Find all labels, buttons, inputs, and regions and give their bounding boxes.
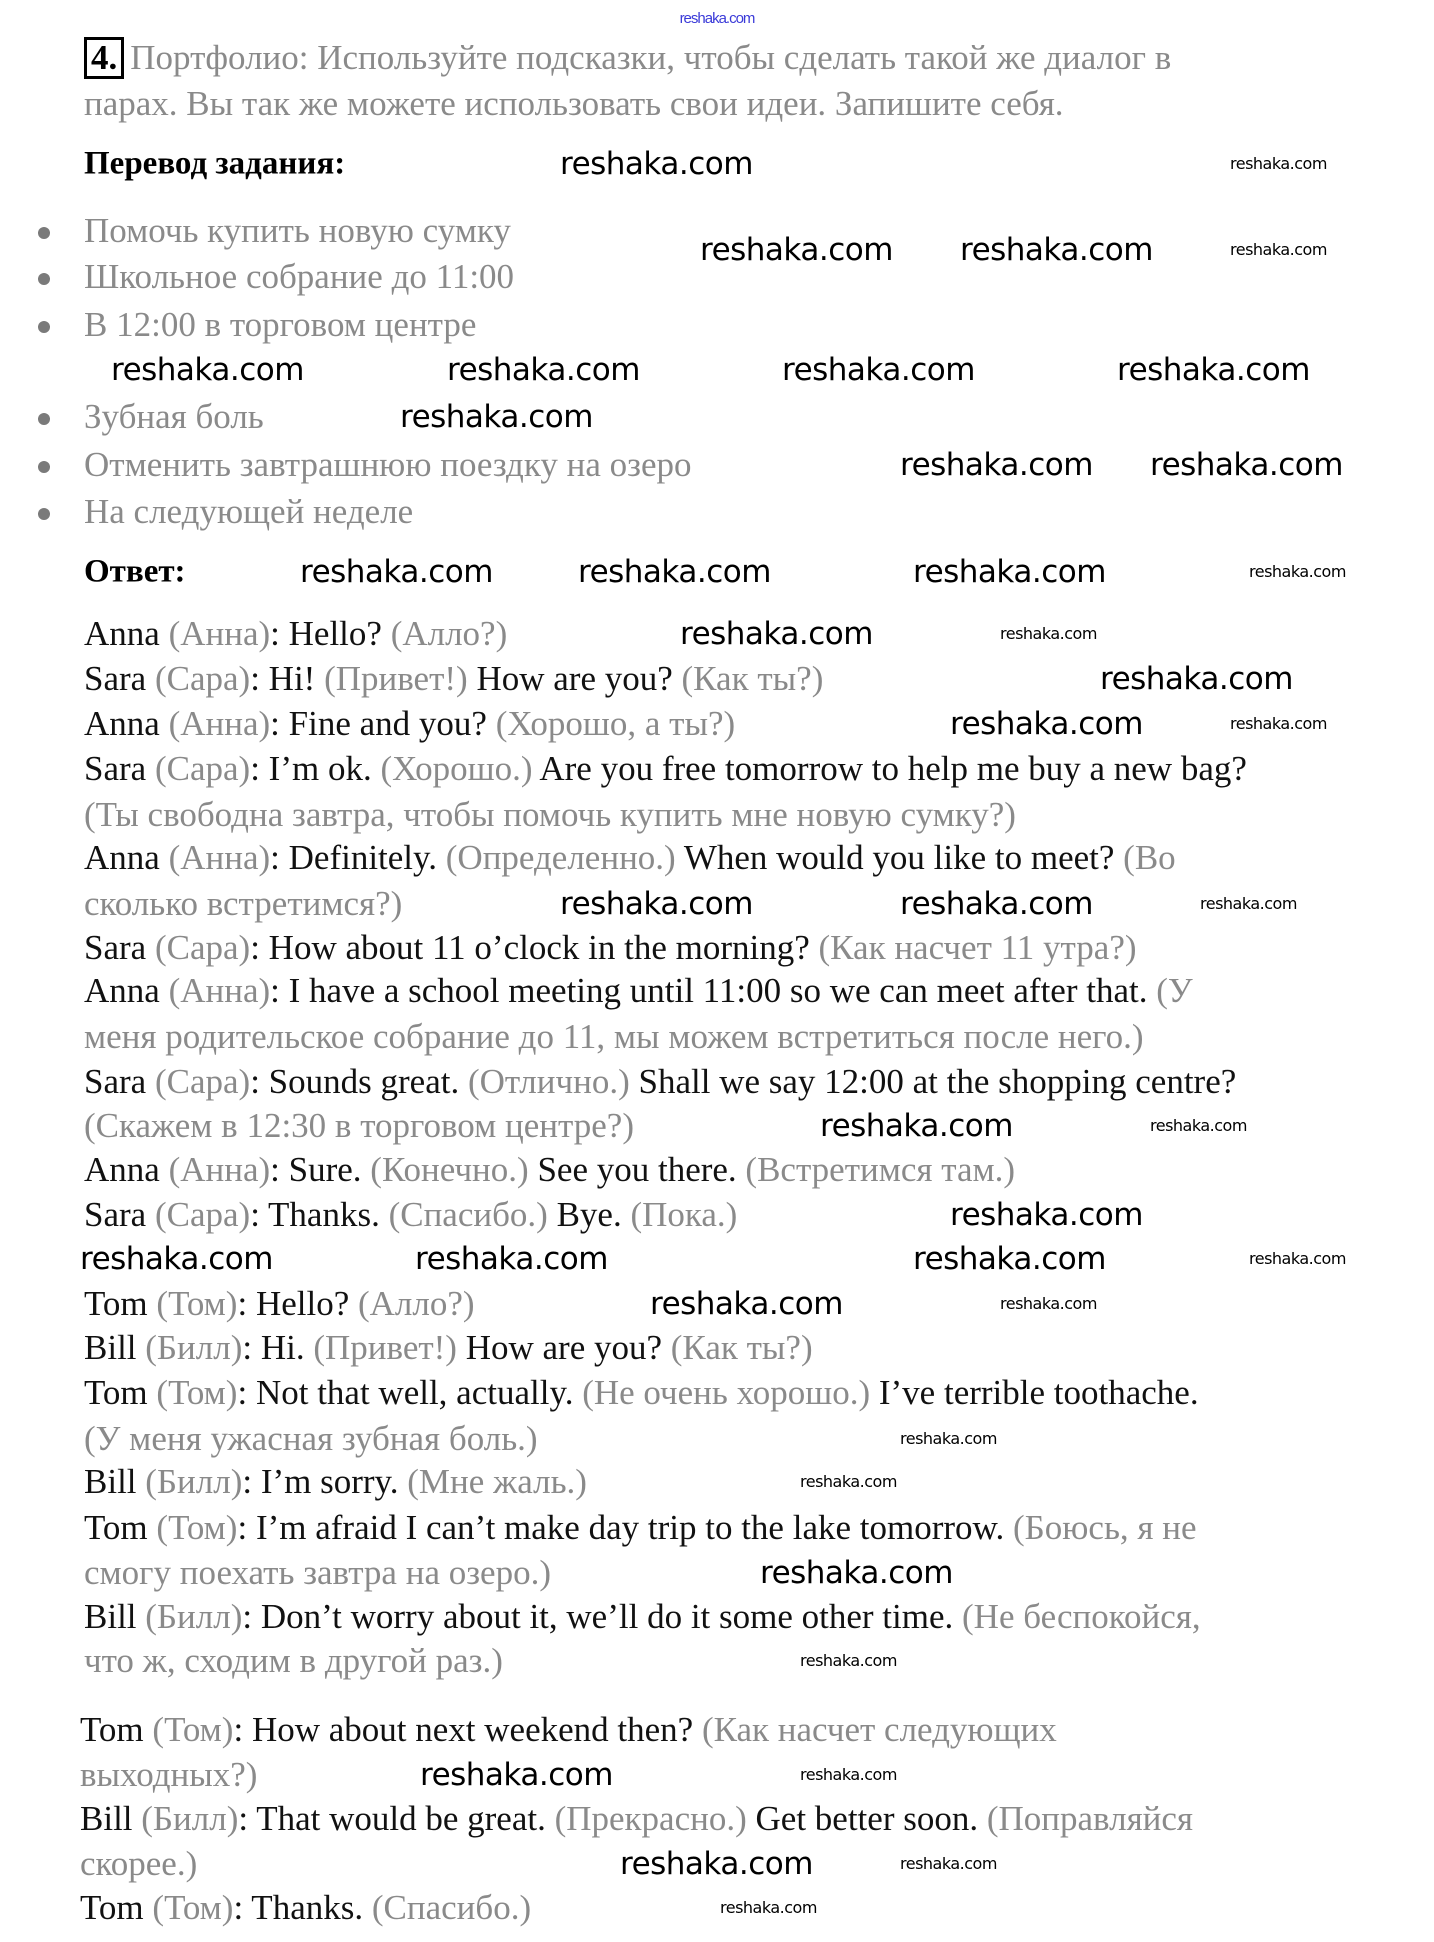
watermark: reshaka.com (782, 351, 975, 388)
russian-translation: (Прекрасно.) (554, 1799, 747, 1838)
english-text: : That would be great. (238, 1799, 555, 1838)
russian-translation: (Не очень хорошо.) (582, 1373, 871, 1412)
english-text: : Definitely. (270, 838, 446, 877)
russian-translation: (Анна) (159, 838, 271, 877)
hint-item: Отменить завтрашнюю поездку на озеро (84, 445, 692, 484)
english-text: Tom (84, 1284, 148, 1323)
task-line-2: парах. Вы так же можете использовать свои идеи. Запишите себя. (84, 84, 1064, 123)
english-text: : Hi! (250, 659, 325, 698)
russian-translation: (Анна) (159, 614, 271, 653)
watermark: reshaka.com (1230, 154, 1327, 174)
english-text: Anna (84, 614, 160, 653)
english-text: : Sure. (270, 1150, 371, 1189)
russian-translation: (Сара) (146, 928, 251, 967)
hint-item: В 12:00 в торговом центре (84, 305, 477, 344)
russian-translation: (Спасибо.) (371, 1888, 532, 1927)
russian-translation: (Хорошо, а ты?) (495, 704, 736, 743)
english-text: : Hello? (237, 1284, 358, 1323)
dialogue-line (80, 1888, 531, 1928)
english-text: Sara (84, 749, 147, 788)
russian-translation: (Том) (143, 1888, 234, 1927)
watermark: reshaka.com (1000, 1294, 1097, 1314)
english-text: Anna (84, 1150, 160, 1189)
english-text: Tom (84, 1373, 148, 1412)
english-text: : Don’t worry about it, we’ll do it some other time. (242, 1597, 963, 1636)
watermark: reshaka.com (900, 885, 1093, 922)
dialogue-line (84, 1508, 1197, 1548)
dialogue-line (84, 1462, 587, 1502)
english-text: Bill (84, 1328, 137, 1367)
watermark: reshaka.com (820, 1107, 1013, 1144)
english-text: : I’m sorry. (242, 1462, 408, 1501)
english-text: Bye. (547, 1195, 631, 1234)
bullet-icon (38, 461, 50, 473)
watermark: reshaka.com (900, 446, 1093, 483)
dialogue-line (84, 1553, 551, 1593)
english-text: How are you? (467, 659, 682, 698)
russian-translation: (Том) (143, 1710, 234, 1749)
english-text: : Thanks. (233, 1888, 372, 1927)
watermark: reshaka.com (1249, 562, 1346, 582)
english-text: : I have a school meeting until 11:00 so we can meet after that. (270, 971, 1157, 1010)
english-text: Bill (84, 1597, 137, 1636)
dialogue-line (84, 704, 735, 744)
russian-translation: (Не беспокойся, (962, 1597, 1201, 1636)
dialogue-line (80, 1710, 1057, 1750)
watermark: reshaka.com (800, 1765, 897, 1785)
english-text: Tom (84, 1508, 148, 1547)
watermark: reshaka.com (1117, 351, 1310, 388)
russian-translation: (Анна) (159, 704, 271, 743)
watermark: reshaka.com (300, 553, 493, 590)
english-text: : Thanks. (250, 1195, 389, 1234)
english-text: Sara (84, 1195, 147, 1234)
russian-translation: (Как ты?) (670, 1328, 813, 1367)
russian-translation: скорее.) (80, 1844, 198, 1883)
watermark: reshaka.com (650, 1285, 843, 1322)
task-number: 4. (84, 37, 124, 79)
russian-translation: (Встретимся там.) (745, 1150, 1016, 1189)
site-header-link[interactable]: reshaka.com (679, 10, 755, 27)
english-text: : How about next weekend then? (233, 1710, 702, 1749)
english-text: : Fine and you? (270, 704, 496, 743)
russian-translation: (Сара) (146, 659, 251, 698)
dialogue-line (84, 1373, 1199, 1413)
dialogue-line (84, 795, 1016, 835)
russian-translation: (Как насчет следующих (701, 1710, 1057, 1749)
dialogue-line (80, 1799, 1193, 1839)
dialogue-line (84, 1106, 634, 1146)
hint-item: Зубная боль (84, 397, 264, 436)
task-text: Портфолио: Используйте подсказки, чтобы сделать такой же диалог в (130, 38, 1172, 77)
english-text: How are you? (456, 1328, 671, 1367)
task-line-1 (84, 37, 1171, 79)
russian-translation: (Том) (147, 1373, 238, 1412)
russian-translation: что ж, сходим в другой раз.) (84, 1641, 503, 1680)
watermark: reshaka.com (1000, 624, 1097, 644)
russian-translation: смогу поехать завтра на озеро.) (84, 1553, 551, 1592)
russian-translation: (Боюсь, я не (1013, 1508, 1197, 1547)
russian-translation: (Сара) (146, 1062, 251, 1101)
russian-translation: (Билл) (136, 1597, 243, 1636)
dialogue-line (84, 1062, 1236, 1102)
english-text: I’ve terrible toothache. (870, 1373, 1199, 1412)
russian-translation: (Сара) (146, 749, 251, 788)
dialogue-line (84, 1195, 737, 1235)
russian-translation: (Алло?) (358, 1284, 475, 1323)
russian-translation: (Конечно.) (370, 1150, 529, 1189)
dialogue-line (84, 928, 1137, 968)
english-text: Bill (84, 1462, 137, 1501)
watermark: reshaka.com (913, 553, 1106, 590)
english-text: Bill (80, 1799, 133, 1838)
russian-translation: (Как ты?) (681, 659, 824, 698)
english-text: : How about 11 o’clock in the morning? (250, 928, 819, 967)
english-text: When would you like to meet? (675, 838, 1124, 877)
english-text: : Hello? (270, 614, 391, 653)
watermark: reshaka.com (1150, 1116, 1247, 1136)
watermark: reshaka.com (578, 553, 771, 590)
russian-translation: (Мне жаль.) (407, 1462, 587, 1501)
dialogue-line (84, 1641, 503, 1681)
russian-translation: (Скажем в 12:30 в торговом центре?) (84, 1106, 634, 1145)
translation-heading: Перевод задания: (84, 145, 346, 182)
russian-translation: (Спасибо.) (388, 1195, 548, 1234)
dialogue-line (80, 1755, 257, 1795)
dialogue-line (84, 1597, 1201, 1637)
russian-translation: (У (1156, 971, 1193, 1010)
russian-translation: (Том) (147, 1284, 238, 1323)
russian-translation: (Анна) (159, 971, 271, 1010)
watermark: reshaka.com (700, 231, 893, 268)
watermark: reshaka.com (1249, 1249, 1346, 1269)
watermark: reshaka.com (560, 145, 753, 182)
bullet-icon (38, 273, 50, 285)
russian-translation: (Билл) (132, 1799, 239, 1838)
watermark: reshaka.com (960, 231, 1153, 268)
russian-translation: (Привет!) (313, 1328, 457, 1367)
english-text: Anna (84, 838, 160, 877)
dialogue-line (84, 1150, 1015, 1190)
dialogue-line (80, 1844, 197, 1884)
russian-translation: (Том) (147, 1508, 238, 1547)
dialogue-line (84, 614, 507, 654)
russian-translation: (Ты свободна завтра, чтобы помочь купить мне новую сумку?) (84, 795, 1016, 834)
watermark: reshaka.com (560, 885, 753, 922)
watermark: reshaka.com (447, 351, 640, 388)
watermark: reshaka.com (415, 1240, 608, 1277)
english-text: Sara (84, 928, 147, 967)
watermark: reshaka.com (760, 1554, 953, 1591)
watermark: reshaka.com (420, 1756, 613, 1793)
watermark: reshaka.com (80, 1240, 273, 1277)
hint-item: Школьное собрание до 11:00 (84, 257, 515, 296)
russian-translation: (Отлично.) (467, 1062, 630, 1101)
english-text: Shall we say 12:00 at the shopping centre? (629, 1062, 1237, 1101)
answer-heading: Ответ: (84, 553, 186, 590)
english-text: : Not that well, actually. (237, 1373, 583, 1412)
english-text: Tom (80, 1710, 144, 1749)
russian-translation: (Во (1123, 838, 1176, 877)
english-text: : Sounds great. (250, 1062, 468, 1101)
dialogue-line (84, 1419, 538, 1459)
watermark: reshaka.com (720, 1898, 817, 1918)
bullet-icon (38, 227, 50, 239)
dialogue-line (84, 1017, 1144, 1057)
russian-translation: выходных?) (80, 1755, 258, 1794)
watermark: reshaka.com (913, 1240, 1106, 1277)
watermark: reshaka.com (950, 705, 1143, 742)
russian-translation: (Билл) (136, 1328, 243, 1367)
russian-translation: (Поправляйся (986, 1799, 1194, 1838)
english-text: Sara (84, 1062, 147, 1101)
russian-translation: (Сара) (146, 1195, 251, 1234)
english-text: Sara (84, 659, 147, 698)
english-text: Are you free tomorrow to help me buy a new bag? (532, 749, 1247, 788)
watermark: reshaka.com (900, 1429, 997, 1449)
hint-item: Помочь купить новую сумку (84, 211, 511, 250)
russian-translation: (Хорошо.) (380, 749, 533, 788)
russian-translation: (Определенно.) (445, 838, 676, 877)
watermark: reshaka.com (400, 398, 593, 435)
watermark: reshaka.com (1200, 894, 1297, 914)
bullet-icon (38, 321, 50, 333)
watermark: reshaka.com (800, 1472, 897, 1492)
russian-translation: (Пока.) (630, 1195, 738, 1234)
watermark: reshaka.com (900, 1854, 997, 1874)
english-text: : I’m afraid I can’t make day trip to the lake tomorrow. (237, 1508, 1014, 1547)
watermark: reshaka.com (1230, 714, 1327, 734)
russian-translation: (У меня ужасная зубная боль.) (84, 1419, 538, 1458)
english-text: Anna (84, 971, 160, 1010)
russian-translation: (Анна) (159, 1150, 271, 1189)
russian-translation: (Билл) (136, 1462, 243, 1501)
english-text: Anna (84, 704, 160, 743)
english-text: Get better soon. (746, 1799, 987, 1838)
russian-translation: (Как насчет 11 утра?) (818, 928, 1137, 967)
english-text: See you there. (528, 1150, 746, 1189)
hint-item: На следующей неделе (84, 492, 414, 531)
english-text: : I’m ok. (250, 749, 381, 788)
dialogue-line (84, 1284, 475, 1324)
watermark: reshaka.com (1150, 446, 1343, 483)
russian-translation: (Привет!) (324, 659, 468, 698)
russian-translation: сколько встретимся?) (84, 884, 403, 923)
watermark: reshaka.com (111, 351, 304, 388)
watermark: reshaka.com (620, 1845, 813, 1882)
bullet-icon (38, 413, 50, 425)
dialogue-line (84, 659, 823, 699)
watermark: reshaka.com (1230, 240, 1327, 260)
watermark: reshaka.com (680, 615, 873, 652)
watermark: reshaka.com (800, 1651, 897, 1671)
dialogue-line (84, 749, 1247, 789)
dialogue-line (84, 884, 402, 924)
dialogue-line (84, 838, 1176, 878)
russian-translation: меня родительское собрание до 11, мы можем встретиться после него.) (84, 1017, 1144, 1056)
english-text: Tom (80, 1888, 144, 1927)
bullet-icon (38, 508, 50, 520)
russian-translation: (Алло?) (390, 614, 508, 653)
watermark: reshaka.com (950, 1196, 1143, 1233)
english-text: : Hi. (242, 1328, 314, 1367)
watermark: reshaka.com (1100, 660, 1293, 697)
dialogue-line (84, 971, 1193, 1011)
dialogue-line (84, 1328, 813, 1368)
